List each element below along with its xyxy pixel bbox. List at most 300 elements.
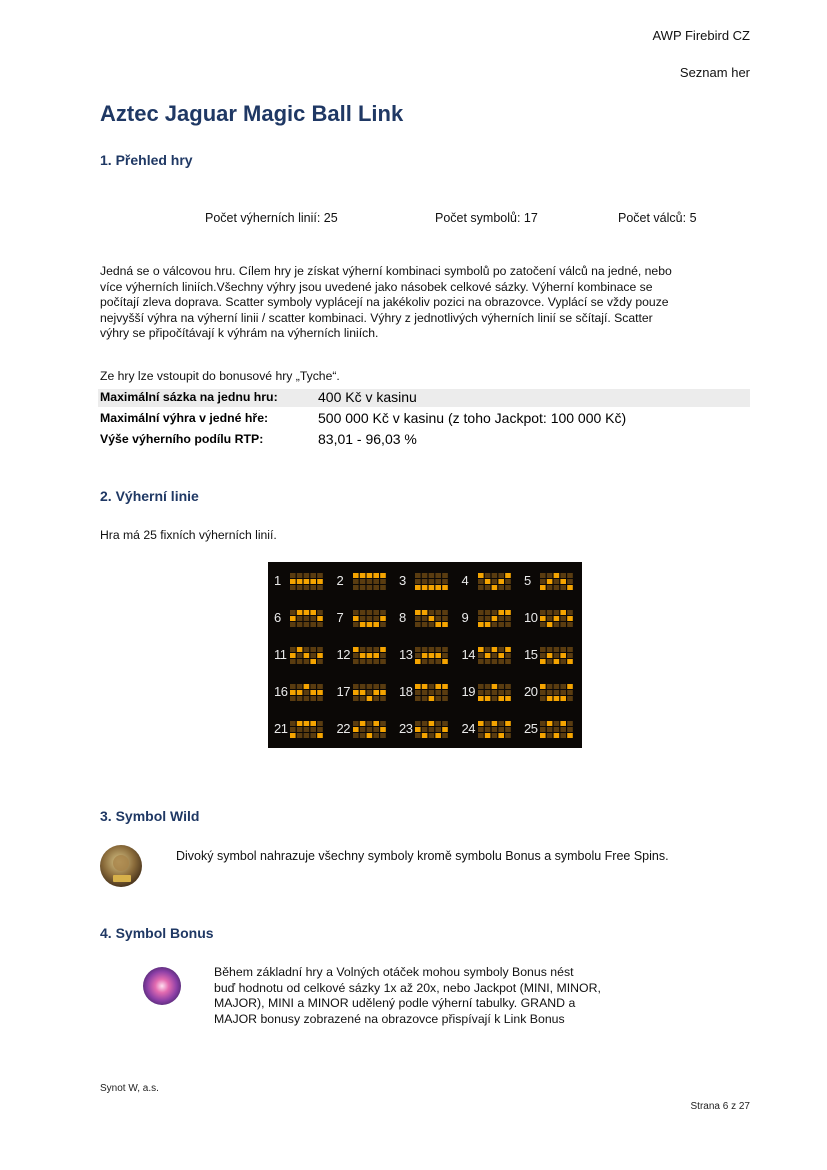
overview-line: nejvyšší výhra na výherní linii / scatter kombinaci. Výhry z jednotlivých výherních linií se sčítají. Scatter (100, 310, 653, 325)
payline-pattern (415, 610, 449, 628)
payline-cell (304, 616, 310, 621)
payline-cell (554, 585, 560, 590)
payline-cell (567, 579, 573, 584)
payline-22 (333, 711, 395, 748)
payline-8 (395, 600, 457, 637)
payline-cell (310, 653, 316, 658)
payline-cell (415, 653, 421, 658)
payline-cell (366, 733, 372, 738)
payline-cell (498, 733, 504, 738)
overview-paragraph (100, 264, 750, 342)
payline-pattern (415, 573, 449, 591)
payline-cell (567, 610, 573, 615)
payline-cell (491, 659, 497, 664)
payline-cell (547, 579, 553, 584)
payline-cell (290, 684, 296, 689)
payline-cell (554, 573, 560, 578)
payline-cell (304, 585, 310, 590)
payline-cell (415, 616, 421, 621)
payline-cell (422, 585, 428, 590)
payline-cell (380, 690, 386, 695)
payline-cell (491, 690, 497, 695)
payline-pattern (290, 610, 324, 628)
payline-cell (366, 616, 372, 621)
payline-cell (554, 696, 560, 701)
payline-cell (505, 733, 511, 738)
payline-pattern (415, 721, 449, 739)
payline-cell (297, 727, 303, 732)
payline-cell (366, 690, 372, 695)
payline-cell (429, 622, 435, 627)
payline-cell (478, 684, 484, 689)
payline-cell (547, 616, 553, 621)
payline-cell (567, 616, 573, 621)
payline-cell (567, 684, 573, 689)
wild-symbol-icon (100, 845, 142, 887)
payline-cell (359, 610, 365, 615)
payline-cell (310, 727, 316, 732)
payline-cell (353, 622, 359, 627)
payline-cell (547, 733, 553, 738)
payline-cell (498, 684, 504, 689)
payline-cell (491, 616, 497, 621)
payline-cell (415, 690, 421, 695)
payline-cell (380, 616, 386, 621)
payline-cell (422, 610, 428, 615)
payline-cell (422, 573, 428, 578)
overview-line: více výherních liniích.Všechny výhry jsou uvedené jako násobek celkové sázky. Výherní kombinace se (100, 279, 653, 294)
payline-cell (373, 721, 379, 726)
payline-number: 9 (461, 610, 469, 625)
payline-cell (484, 659, 490, 664)
payline-cell (442, 733, 448, 738)
payline-number: 18 (399, 684, 413, 699)
payline-number: 4 (461, 573, 469, 588)
payline-6 (270, 600, 332, 637)
payline-cell (310, 616, 316, 621)
payline-cell (498, 585, 504, 590)
payline-cell (540, 610, 546, 615)
payline-pattern (415, 684, 449, 702)
payline-cell (310, 647, 316, 652)
overview-line: počítají zleva doprava. Scatter symboly vyplácejí na jakékoliv pozici na obrazovce. Vyplácí se vždy pouze (100, 295, 669, 310)
payline-9 (458, 600, 520, 637)
payline-cell (435, 647, 441, 652)
paylines-text: Hra má 25 fixních výherních linií. (100, 528, 277, 542)
payline-cell (429, 573, 435, 578)
payline-cell (442, 616, 448, 621)
payline-cell (297, 622, 303, 627)
payline-number: 8 (399, 610, 406, 625)
payline-cell (415, 727, 421, 732)
payline-pattern (478, 573, 512, 591)
payline-cell (560, 573, 566, 578)
payline-cell (484, 684, 490, 689)
payline-cell (317, 610, 323, 615)
bonus-game-note: Ze hry lze vstoupit do bonusové hry „Tyche“. (100, 369, 340, 383)
bonus-symbol-icon (143, 967, 181, 1005)
payline-cell (359, 696, 365, 701)
payline-cell (560, 721, 566, 726)
payline-pattern (290, 721, 324, 739)
payline-cell (478, 721, 484, 726)
payline-cell (478, 610, 484, 615)
payline-number: 2 (336, 573, 344, 588)
payline-cell (547, 585, 553, 590)
payline-cell (297, 616, 303, 621)
payline-cell (380, 579, 386, 584)
payline-cell (380, 647, 386, 652)
payline-cell (353, 690, 359, 695)
payline-cell (505, 696, 511, 701)
payline-cell (505, 727, 511, 732)
payline-cell (435, 573, 441, 578)
payline-cell (422, 684, 428, 689)
payline-cell (297, 690, 303, 695)
bonus-line: Během základní hry a Volných otáček mohou symboly Bonus nést (214, 965, 574, 979)
payline-cell (415, 647, 421, 652)
payline-cell (540, 721, 546, 726)
payline-cell (435, 733, 441, 738)
payline-cell (554, 579, 560, 584)
payline-cell (442, 690, 448, 695)
payline-cell (429, 647, 435, 652)
payline-cell (429, 727, 435, 732)
payline-cell (290, 721, 296, 726)
payline-cell (484, 647, 490, 652)
payline-cell (498, 647, 504, 652)
payline-cell (310, 610, 316, 615)
payline-cell (317, 721, 323, 726)
payline-cell (373, 659, 379, 664)
payline-cell (310, 733, 316, 738)
payline-cell (547, 610, 553, 615)
payline-cell (429, 610, 435, 615)
payline-cell (380, 610, 386, 615)
payline-number: 25 (524, 721, 538, 736)
payline-number: 7 (336, 610, 344, 625)
overview-line: výhry se připočítávají k výhrám na výherních liniích. (100, 326, 379, 341)
payline-25 (520, 711, 582, 748)
payline-cell (290, 622, 296, 627)
payline-cell (304, 610, 310, 615)
payline-cell (373, 653, 379, 658)
payline-number: 10 (524, 610, 538, 625)
payline-cell (567, 573, 573, 578)
payline-cell (366, 573, 372, 578)
payline-cell (297, 684, 303, 689)
payline-pattern (540, 573, 574, 591)
payline-cell (353, 585, 359, 590)
payline-cell (484, 573, 490, 578)
payline-cell (505, 647, 511, 652)
max-win-value: 500 000 Kč v kasinu (z toho Jackpot: 100 000 Kč) (318, 410, 627, 426)
payline-cell (304, 684, 310, 689)
payline-cell (478, 647, 484, 652)
payline-cell (422, 696, 428, 701)
payline-cell (297, 653, 303, 658)
payline-cell (422, 647, 428, 652)
payline-cell (290, 696, 296, 701)
payline-cell (415, 622, 421, 627)
payline-cell (478, 659, 484, 664)
payline-cell (560, 579, 566, 584)
payline-18 (395, 674, 457, 711)
payline-cell (366, 653, 372, 658)
payline-cell (540, 733, 546, 738)
payline-cell (491, 647, 497, 652)
payline-cell (415, 579, 421, 584)
payline-cell (290, 659, 296, 664)
payline-cell (491, 684, 497, 689)
payline-cell (353, 616, 359, 621)
payline-cell (491, 721, 497, 726)
payline-cell (505, 573, 511, 578)
payline-23 (395, 711, 457, 748)
payline-pattern (540, 647, 574, 665)
stat-symbols: Počet symbolů: 17 (435, 211, 538, 225)
payline-cell (560, 616, 566, 621)
payline-cell (353, 696, 359, 701)
payline-cell (540, 622, 546, 627)
payline-cell (359, 690, 365, 695)
payline-cell (540, 659, 546, 664)
payline-pattern (290, 684, 324, 702)
payline-number: 20 (524, 684, 538, 699)
payline-cell (359, 616, 365, 621)
payline-cell (373, 622, 379, 627)
payline-cell (359, 733, 365, 738)
payline-cell (317, 684, 323, 689)
bonus-description (214, 965, 674, 1027)
payline-cell (560, 727, 566, 732)
payline-cell (547, 573, 553, 578)
payline-cell (317, 653, 323, 658)
payline-cell (484, 721, 490, 726)
payline-number: 14 (461, 647, 475, 662)
payline-15 (520, 637, 582, 674)
payline-cell (366, 579, 372, 584)
payline-cell (304, 579, 310, 584)
payline-cell (442, 585, 448, 590)
payline-cell (366, 585, 372, 590)
payline-cell (297, 579, 303, 584)
payline-pattern (353, 684, 387, 702)
payline-cell (498, 579, 504, 584)
payline-cell (505, 585, 511, 590)
payline-cell (353, 733, 359, 738)
payline-cell (442, 622, 448, 627)
payline-cell (505, 684, 511, 689)
payline-number: 15 (524, 647, 538, 662)
payline-cell (540, 727, 546, 732)
payline-number: 19 (461, 684, 475, 699)
payline-cell (484, 585, 490, 590)
payline-cell (353, 721, 359, 726)
page-title: Aztec Jaguar Magic Ball Link (100, 101, 404, 126)
payline-cell (297, 733, 303, 738)
payline-cell (505, 690, 511, 695)
paylines-image (268, 562, 582, 748)
payline-cell (498, 727, 504, 732)
payline-cell (435, 622, 441, 627)
payline-cell (366, 721, 372, 726)
max-bet-label: Maximální sázka na jednu hru: (100, 390, 278, 404)
payline-cell (567, 696, 573, 701)
payline-cell (498, 721, 504, 726)
payline-cell (435, 659, 441, 664)
payline-cell (359, 647, 365, 652)
payline-cell (366, 696, 372, 701)
payline-cell (422, 733, 428, 738)
payline-pattern (540, 610, 574, 628)
payline-cell (547, 684, 553, 689)
section-heading-bonus: 4. Symbol Bonus (100, 925, 214, 941)
payline-cell (415, 733, 421, 738)
stat-reels: Počet válců: 5 (618, 211, 697, 225)
section-heading-overview: 1. Přehled hry (100, 152, 193, 168)
payline-cell (415, 721, 421, 726)
payline-cell (435, 616, 441, 621)
payline-cell (560, 622, 566, 627)
payline-cell (359, 721, 365, 726)
payline-cell (297, 647, 303, 652)
payline-cell (505, 610, 511, 615)
rtp-label: Výše výherního podílu RTP: (100, 432, 264, 446)
payline-cell (478, 653, 484, 658)
payline-cell (567, 659, 573, 664)
payline-cell (310, 585, 316, 590)
payline-cell (442, 684, 448, 689)
payline-cell (498, 653, 504, 658)
payline-cell (547, 690, 553, 695)
payline-cell (415, 585, 421, 590)
payline-cell (560, 733, 566, 738)
payline-cell (567, 733, 573, 738)
payline-cell (373, 684, 379, 689)
payline-cell (359, 585, 365, 590)
payline-cell (484, 653, 490, 658)
payline-cell (422, 579, 428, 584)
payline-cell (297, 696, 303, 701)
payline-cell (422, 616, 428, 621)
payline-cell (373, 610, 379, 615)
payline-cell (442, 610, 448, 615)
payline-cell (560, 653, 566, 658)
payline-cell (478, 727, 484, 732)
payline-cell (498, 690, 504, 695)
payline-cell (484, 727, 490, 732)
payline-cell (290, 579, 296, 584)
payline-cell (567, 721, 573, 726)
payline-cell (491, 585, 497, 590)
payline-20 (520, 674, 582, 711)
payline-cell (310, 579, 316, 584)
payline-cell (373, 733, 379, 738)
payline-cell (484, 579, 490, 584)
payline-cell (491, 610, 497, 615)
payline-cell (310, 622, 316, 627)
payline-cell (304, 690, 310, 695)
payline-cell (442, 696, 448, 701)
bonus-line: buď hodnotu od celkové sázky 1x až 20x, nebo Jackpot (MINI, MINOR, (214, 980, 601, 995)
payline-cell (353, 727, 359, 732)
payline-cell (297, 659, 303, 664)
payline-pattern (478, 610, 512, 628)
payline-cell (435, 690, 441, 695)
payline-cell (554, 721, 560, 726)
payline-cell (297, 721, 303, 726)
payline-cell (540, 647, 546, 652)
payline-cell (429, 696, 435, 701)
payline-cell (373, 690, 379, 695)
payline-cell (290, 585, 296, 590)
payline-cell (317, 579, 323, 584)
payline-cell (540, 573, 546, 578)
payline-11 (270, 637, 332, 674)
payline-cell (317, 647, 323, 652)
payline-cell (554, 727, 560, 732)
payline-cell (547, 659, 553, 664)
payline-number: 6 (274, 610, 281, 625)
payline-number: 16 (274, 684, 288, 699)
payline-cell (540, 690, 546, 695)
payline-pattern (290, 573, 324, 591)
payline-cell (484, 690, 490, 695)
payline-number: 17 (336, 684, 350, 699)
payline-cell (435, 721, 441, 726)
payline-cell (560, 696, 566, 701)
payline-cell (310, 721, 316, 726)
payline-cell (290, 573, 296, 578)
payline-cell (442, 727, 448, 732)
payline-cell (484, 622, 490, 627)
payline-cell (415, 684, 421, 689)
payline-cell (547, 727, 553, 732)
payline-cell (380, 727, 386, 732)
payline-cell (540, 579, 546, 584)
payline-cell (435, 585, 441, 590)
stat-paylines: Počet výherních linií: 25 (205, 211, 338, 225)
payline-cell (290, 616, 296, 621)
payline-cell (442, 653, 448, 658)
payline-cell (317, 622, 323, 627)
payline-cell (359, 727, 365, 732)
payline-pattern (478, 721, 512, 739)
payline-cell (415, 696, 421, 701)
payline-cell (353, 653, 359, 658)
payline-pattern (353, 610, 387, 628)
payline-pattern (353, 721, 387, 739)
payline-cell (435, 696, 441, 701)
payline-number: 5 (524, 573, 531, 588)
payline-cell (429, 616, 435, 621)
payline-cell (359, 684, 365, 689)
payline-cell (317, 696, 323, 701)
payline-cell (353, 579, 359, 584)
payline-cell (290, 610, 296, 615)
payline-cell (554, 659, 560, 664)
payline-cell (429, 659, 435, 664)
payline-number: 13 (399, 647, 413, 662)
payline-cell (498, 659, 504, 664)
payline-cell (373, 727, 379, 732)
payline-21 (270, 711, 332, 748)
rtp-value: 83,01 - 96,03 % (318, 431, 417, 447)
payline-16 (270, 674, 332, 711)
payline-cell (290, 727, 296, 732)
payline-cell (547, 696, 553, 701)
